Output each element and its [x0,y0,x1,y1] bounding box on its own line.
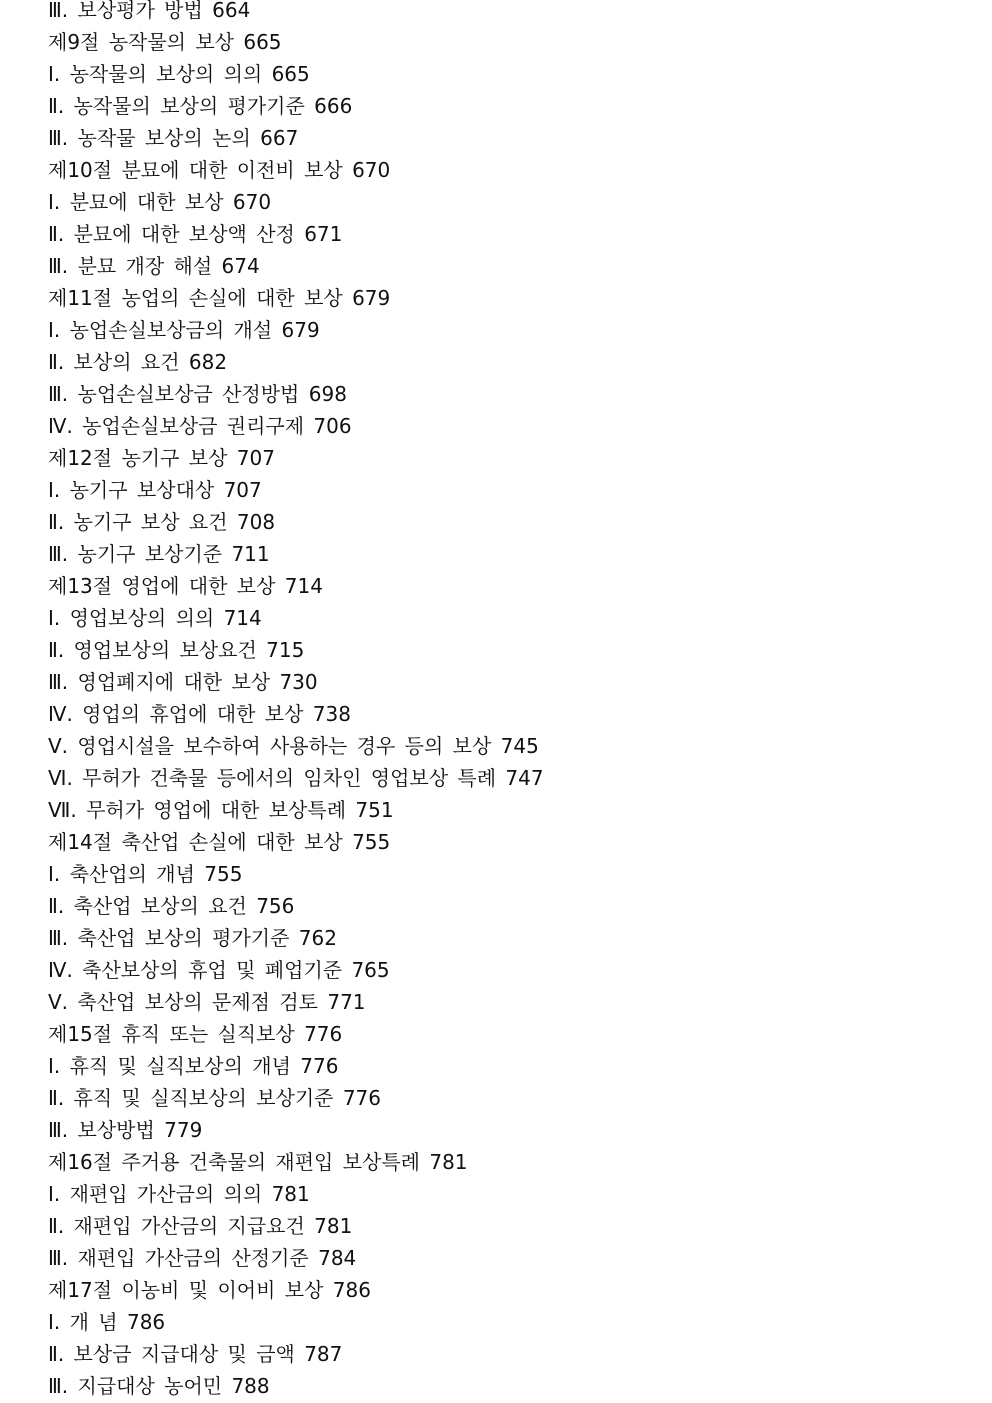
toc-entry: Ⅰ. 분묘에 대한 보상 670 [48,190,272,214]
toc-entry: Ⅲ. 농업손실보상금 산정방법 698 [48,382,347,406]
toc-entry: Ⅳ. 농업손실보상금 권리구제 706 [48,414,352,438]
toc-entry: Ⅲ. 분묘 개장 해설 674 [48,254,260,278]
toc-section-heading: 제13절 영업에 대한 보상 714 [48,574,323,598]
toc-entry: Ⅰ. 농업손실보상금의 개설 679 [48,318,320,342]
table-of-contents [48,0,544,1402]
toc-entry: Ⅲ. 보상방법 779 [48,1118,203,1142]
toc-entry: Ⅲ. 영업폐지에 대한 보상 730 [48,670,318,694]
toc-entry: Ⅱ. 농작물의 보상의 평가기준 666 [48,94,353,118]
toc-entry: Ⅶ. 무허가 영업에 대한 보상특례 751 [48,798,394,822]
toc-entry: Ⅲ. 재편입 가산금의 산정기준 784 [48,1246,357,1270]
toc-section-heading: 제12절 농기구 보상 707 [48,446,275,470]
toc-entry: Ⅱ. 축산업 보상의 요건 756 [48,894,295,918]
toc-entry: Ⅱ. 휴직 및 실직보상의 보상기준 776 [48,1086,382,1110]
toc-entry: Ⅳ. 축산보상의 휴업 및 폐업기준 765 [48,958,390,982]
toc-entry: Ⅵ. 무허가 건축물 등에서의 임차인 영업보상 특례 747 [48,766,544,790]
toc-entry: Ⅴ. 영업시설을 보수하여 사용하는 경우 등의 보상 745 [48,734,539,758]
toc-entry: Ⅲ. 농기구 보상기준 711 [48,542,270,566]
toc-section-heading: 제10절 분묘에 대한 이전비 보상 670 [48,158,391,182]
toc-entry: Ⅱ. 분묘에 대한 보상액 산정 671 [48,222,343,246]
toc-entry: Ⅲ. 농작물 보상의 논의 667 [48,126,299,150]
toc-entry: Ⅳ. 영업의 휴업에 대한 보상 738 [48,702,351,726]
toc-entry: Ⅱ. 재편입 가산금의 지급요건 781 [48,1214,353,1238]
toc-entry: Ⅲ. 지급대상 농어민 788 [48,1374,270,1398]
toc-entry: Ⅱ. 보상금 지급대상 및 금액 787 [48,1342,343,1366]
toc-section-heading: 제11절 농업의 손실에 대한 보상 679 [48,286,391,310]
toc-entry: Ⅴ. 축산업 보상의 문제점 검토 771 [48,990,366,1014]
toc-entry: Ⅱ. 영업보상의 보상요건 715 [48,638,305,662]
toc-section-heading: 제17절 이농비 및 이어비 보상 786 [48,1278,371,1302]
toc-section-heading: 제14절 축산업 손실에 대한 보상 755 [48,830,391,854]
toc-entry: Ⅱ. 보상의 요건 682 [48,350,228,374]
toc-entry: Ⅰ. 농기구 보상대상 707 [48,478,262,502]
toc-entry: Ⅰ. 재편입 가산금의 의의 781 [48,1182,310,1206]
toc-entry: Ⅰ. 축산업의 개념 755 [48,862,243,886]
toc-entry: Ⅲ. 축산업 보상의 평가기준 762 [48,926,337,950]
toc-entry: Ⅲ. 보상평가 방법 664 [48,0,251,22]
toc-entry: Ⅰ. 농작물의 보상의 의의 665 [48,62,310,86]
toc-section-heading: 제16절 주거용 건축물의 재편입 보상특례 781 [48,1150,468,1174]
toc-entry: Ⅰ. 영업보상의 의의 714 [48,606,262,630]
toc-entry: Ⅱ. 농기구 보상 요건 708 [48,510,276,534]
toc-entry: Ⅰ. 휴직 및 실직보상의 개념 776 [48,1054,339,1078]
toc-section-heading: 제9절 농작물의 보상 665 [48,30,282,54]
toc-entry: Ⅰ. 개 념 786 [48,1310,166,1334]
toc-section-heading: 제15절 휴직 또는 실직보상 776 [48,1022,343,1046]
